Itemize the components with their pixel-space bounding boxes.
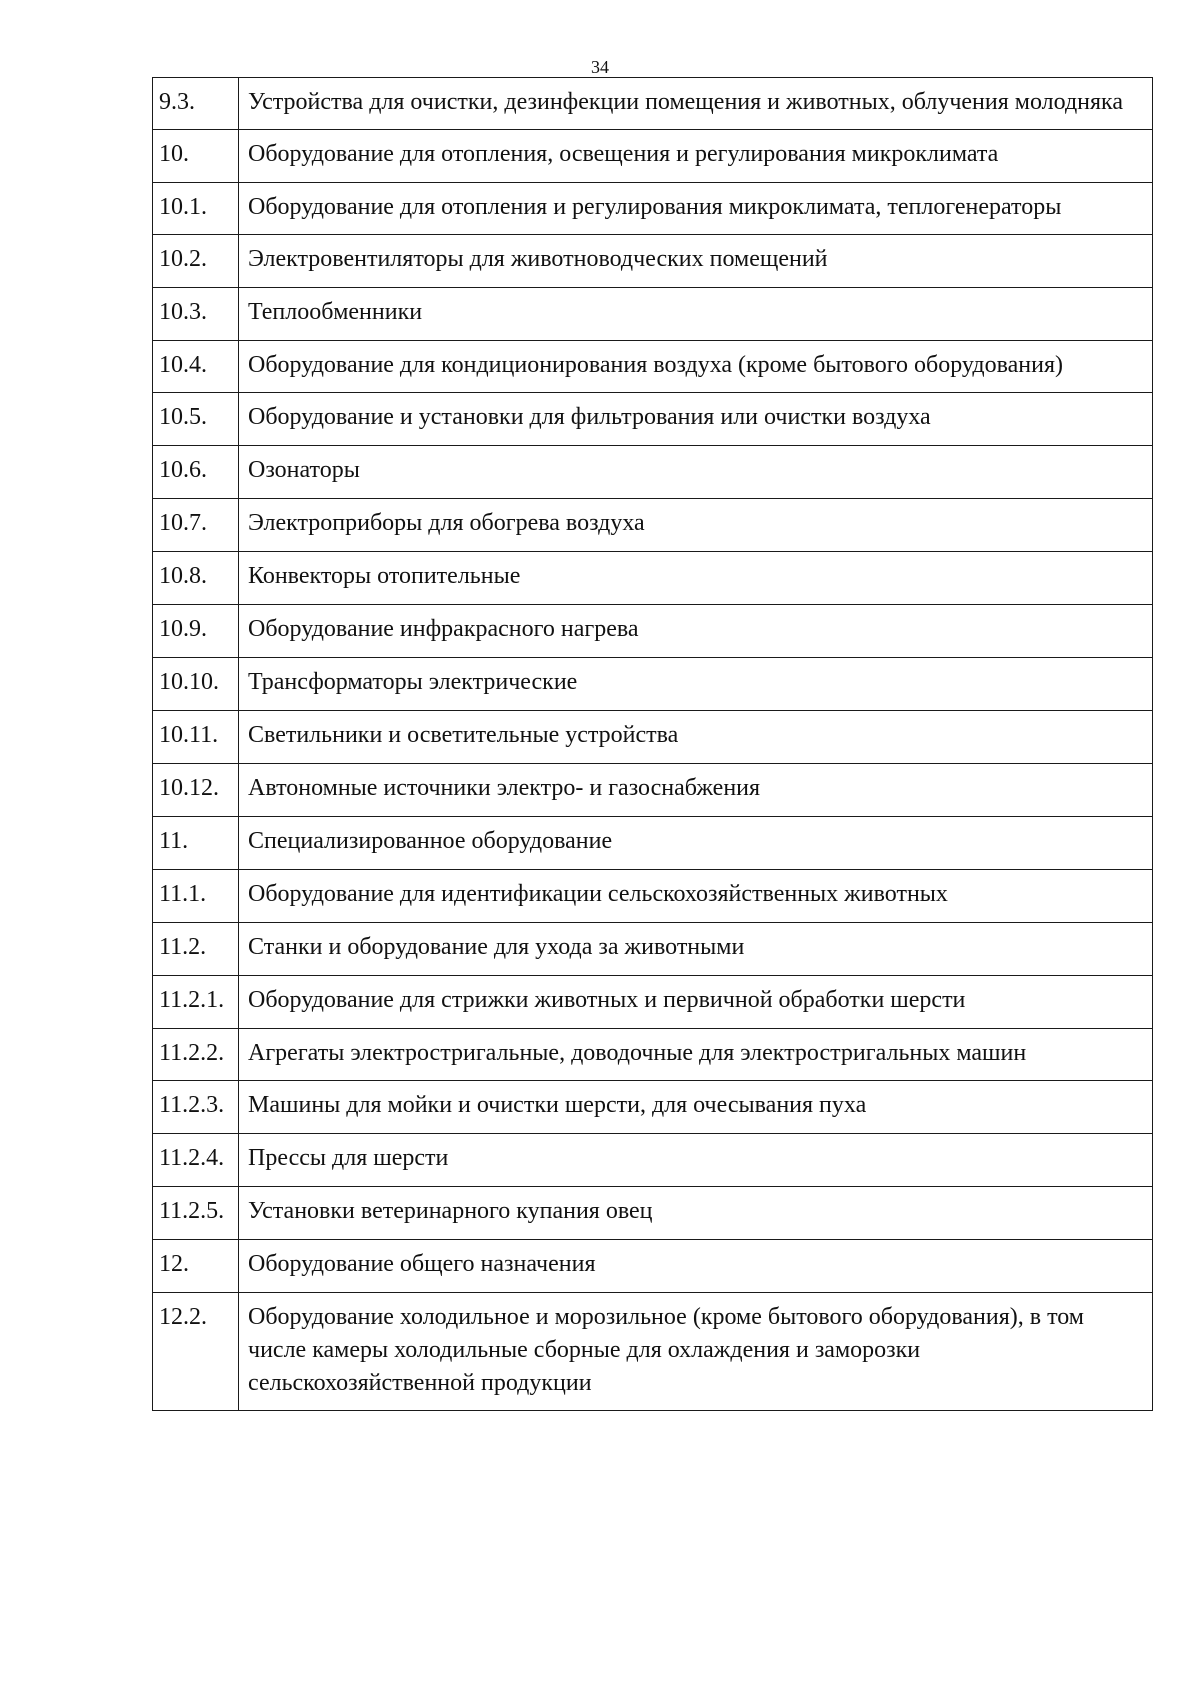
row-number: 11.2.5.: [153, 1187, 239, 1240]
table-row: [153, 976, 1153, 1029]
row-number: 11.: [153, 817, 239, 870]
row-number: 10.4.: [153, 341, 239, 393]
row-number: 10.10.: [153, 658, 239, 711]
row-number: 12.: [153, 1240, 239, 1293]
equipment-table-body: [153, 78, 1153, 1411]
table-row: [153, 817, 1153, 870]
row-number: 11.2.1.: [153, 976, 239, 1029]
row-number: 10.3.: [153, 288, 239, 341]
table-row: [153, 1134, 1153, 1187]
table-row: [153, 1081, 1153, 1134]
row-number: 10.: [153, 130, 239, 183]
row-number: 9.3.: [153, 78, 239, 130]
row-number: 10.8.: [153, 552, 239, 605]
row-number: 10.1.: [153, 183, 239, 235]
table-row: [153, 658, 1153, 711]
row-description: Установки ветеринарного купания овец: [239, 1187, 1153, 1240]
row-description: Станки и оборудование для ухода за животными: [239, 923, 1153, 976]
row-number: 11.2.4.: [153, 1134, 239, 1187]
row-number: 10.5.: [153, 393, 239, 446]
table-row: [153, 923, 1153, 976]
row-number: 10.7.: [153, 499, 239, 552]
row-number: 11.2.3.: [153, 1081, 239, 1134]
row-number: 12.2.: [153, 1293, 239, 1411]
row-number: 11.2.: [153, 923, 239, 976]
row-description: Оборудование для отопления, освещения и регулирования микроклимата: [239, 130, 1153, 183]
table-row: [153, 393, 1153, 446]
table-row: [153, 1029, 1153, 1081]
row-description: Оборудование общего назначения: [239, 1240, 1153, 1293]
row-description: Оборудование и установки для фильтрования или очистки воздуха: [239, 393, 1153, 446]
table-row: [153, 605, 1153, 658]
table-row: [153, 499, 1153, 552]
row-description: Озонаторы: [239, 446, 1153, 499]
row-description: Теплообменники: [239, 288, 1153, 341]
table-row: [153, 1293, 1153, 1411]
table-row: [153, 130, 1153, 183]
row-number: 10.9.: [153, 605, 239, 658]
table-row: [153, 183, 1153, 235]
row-description: Оборудование для стрижки животных и первичной обработки шерсти: [239, 976, 1153, 1029]
row-number: 10.11.: [153, 711, 239, 764]
row-description: Оборудование для идентификации сельскохозяйственных животных: [239, 870, 1153, 923]
row-description: Агрегаты электростригальные, доводочные для электростригальных машин: [239, 1029, 1153, 1081]
table-row: [153, 1240, 1153, 1293]
table-row: [153, 552, 1153, 605]
row-number: 11.1.: [153, 870, 239, 923]
row-description: Прессы для шерсти: [239, 1134, 1153, 1187]
row-description: Электровентиляторы для животноводческих помещений: [239, 235, 1153, 288]
row-description: Машины для мойки и очистки шерсти, для очесывания пуха: [239, 1081, 1153, 1134]
table-row: [153, 288, 1153, 341]
row-number: 10.2.: [153, 235, 239, 288]
row-description: Оборудование инфракрасного нагрева: [239, 605, 1153, 658]
row-description: Оборудование для кондиционирования воздуха (кроме бытового оборудования): [239, 341, 1153, 393]
table-row: [153, 78, 1153, 130]
row-description: Устройства для очистки, дезинфекции помещения и животных, облучения молодняка: [239, 78, 1153, 130]
row-description: Электроприборы для обогрева воздуха: [239, 499, 1153, 552]
table-row: [153, 1187, 1153, 1240]
table-row: [153, 870, 1153, 923]
row-number: 10.12.: [153, 764, 239, 817]
row-description: Трансформаторы электрические: [239, 658, 1153, 711]
row-description: Автономные источники электро- и газоснабжения: [239, 764, 1153, 817]
table-row: [153, 446, 1153, 499]
row-description: Конвекторы отопительные: [239, 552, 1153, 605]
row-description: Специализированное оборудование: [239, 817, 1153, 870]
table-row: [153, 235, 1153, 288]
table-row: [153, 711, 1153, 764]
row-number: 10.6.: [153, 446, 239, 499]
page-number: 34: [591, 57, 609, 77]
row-description: Оборудование холодильное и морозильное (кроме бытового оборудования), в том числе камеры холодильные сборные для охлаждения и заморозки сельскохозяйственной продукции: [239, 1293, 1153, 1411]
equipment-table: [152, 77, 1153, 1411]
row-number: 11.2.2.: [153, 1029, 239, 1081]
table-row: [153, 764, 1153, 817]
row-description: Оборудование для отопления и регулирования микроклимата, теплогенераторы: [239, 183, 1153, 235]
table-row: [153, 341, 1153, 393]
row-description: Светильники и осветительные устройства: [239, 711, 1153, 764]
